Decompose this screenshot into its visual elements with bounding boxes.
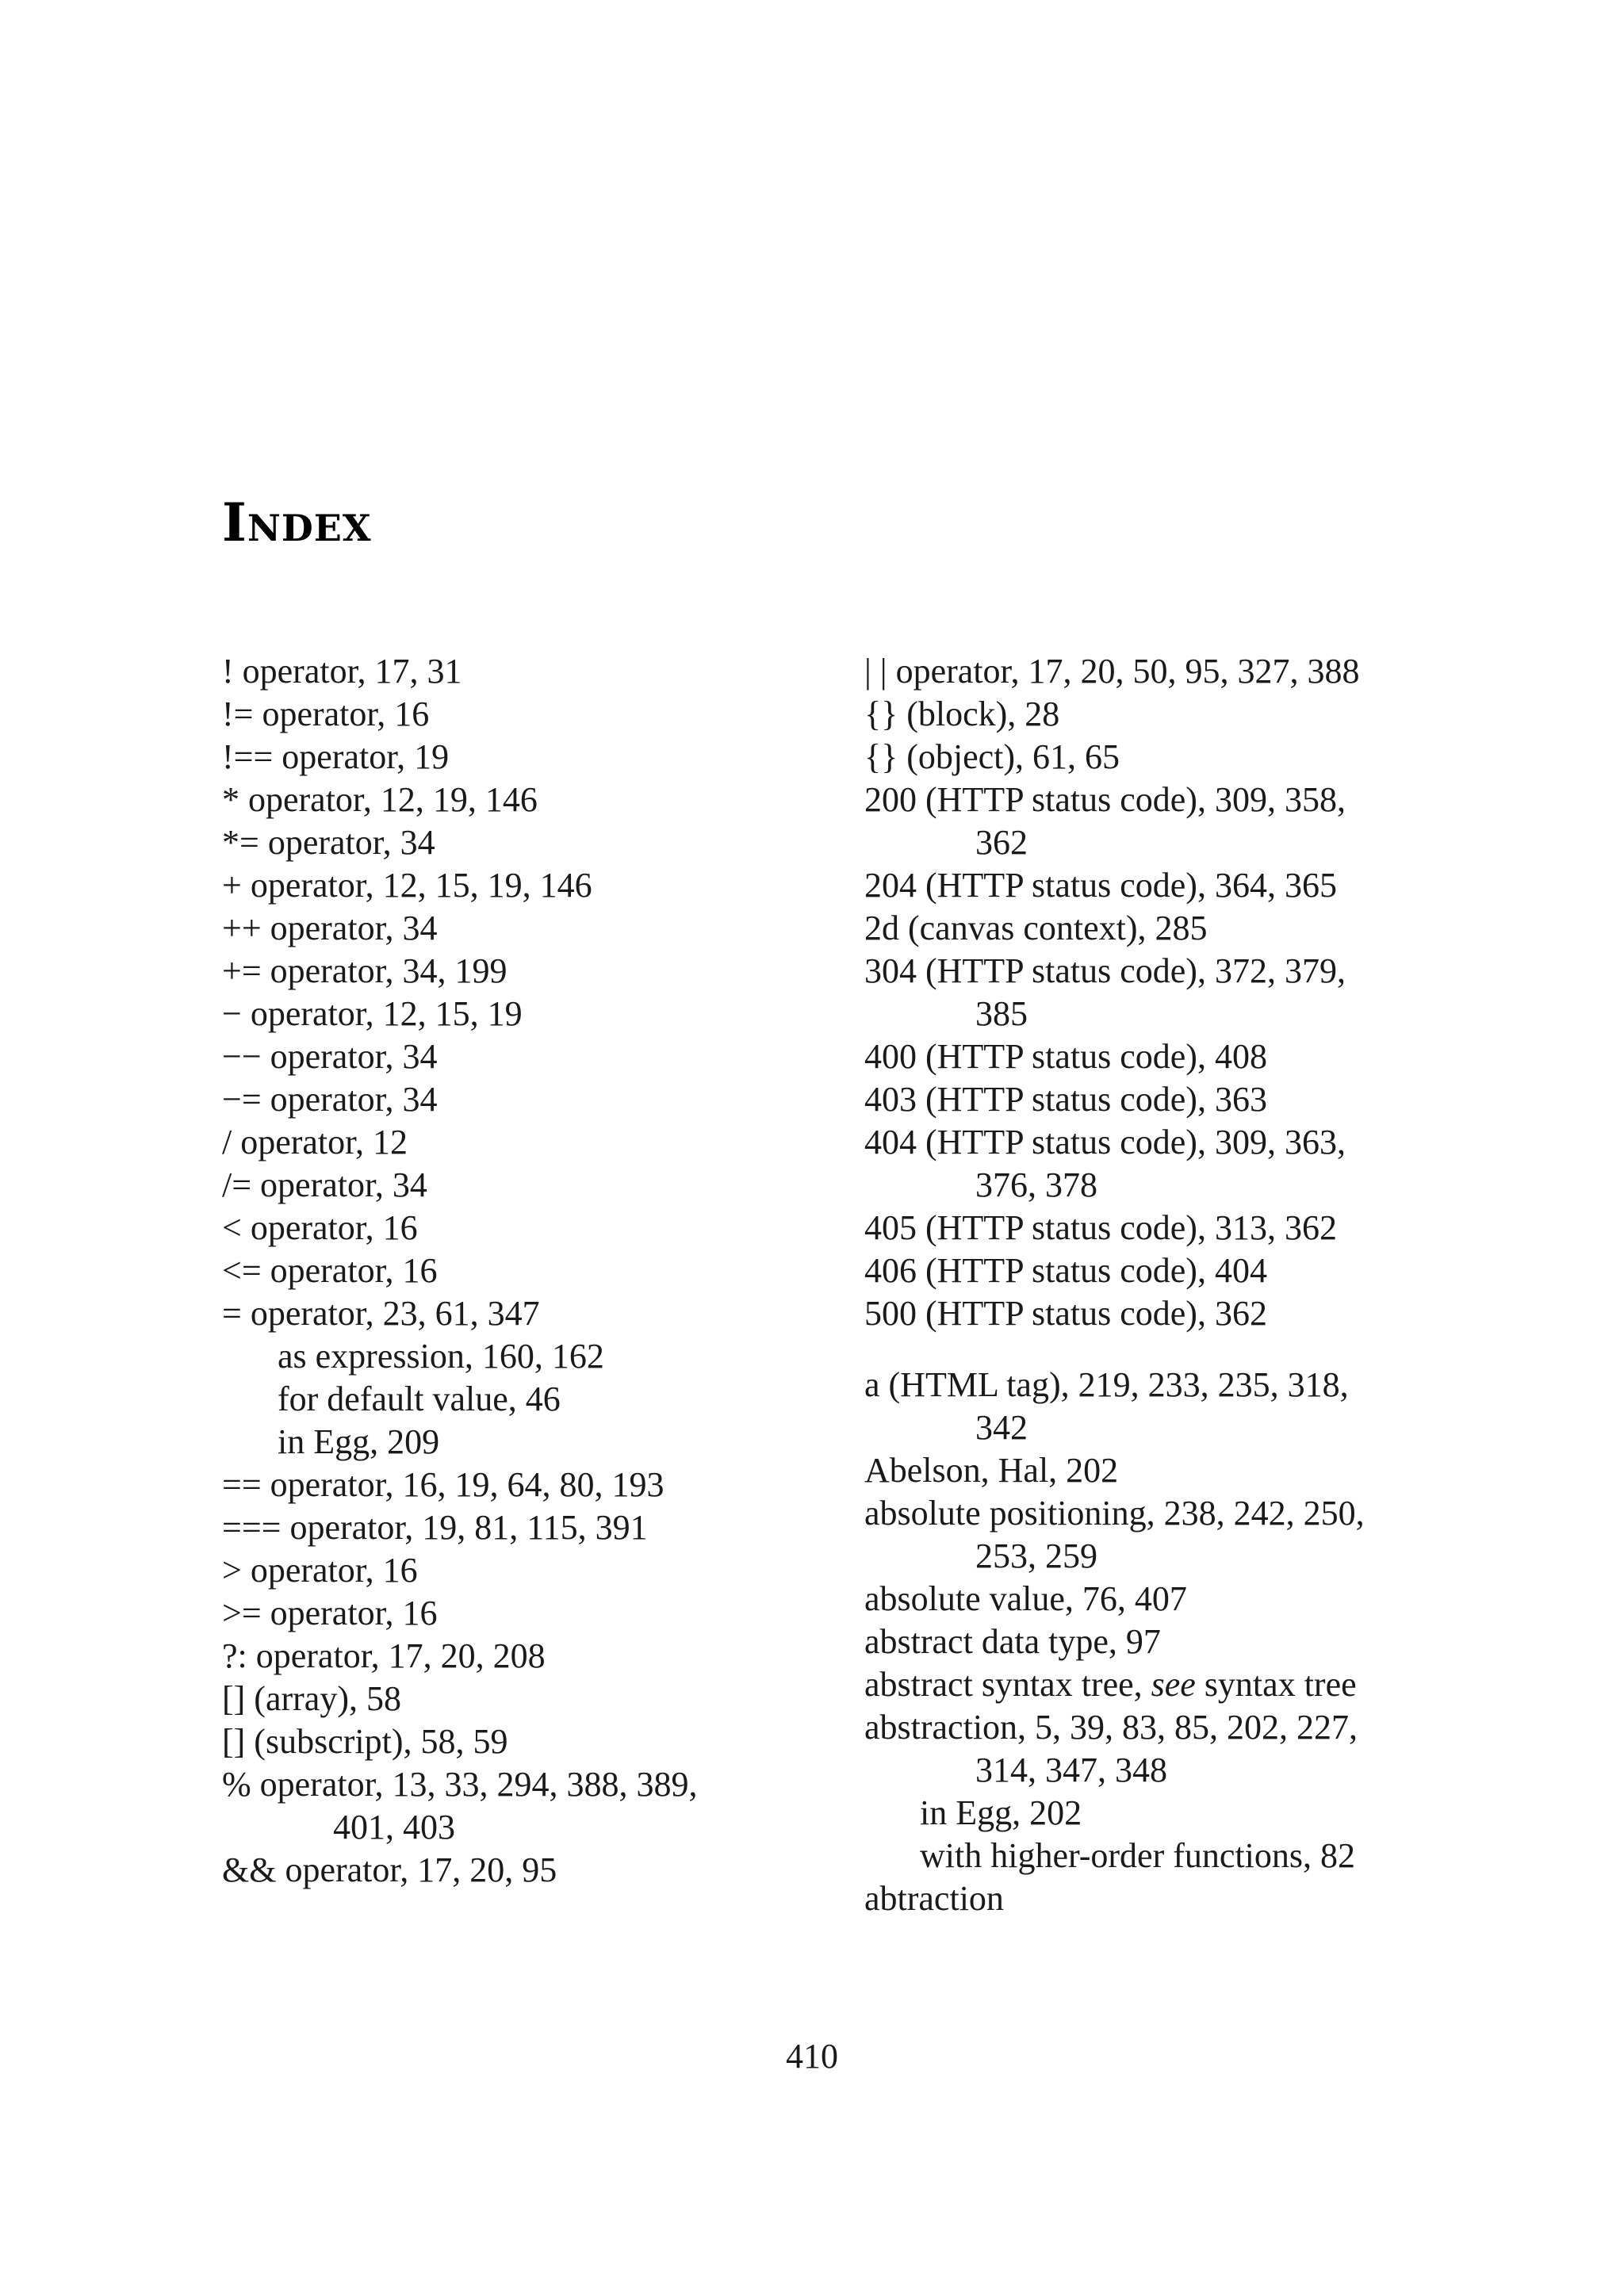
index-entry-text: == operator, 16, 19, 64, 80, 193	[222, 1465, 665, 1504]
index-entry-text: === operator, 19, 81, 115, 391	[222, 1508, 648, 1547]
index-entry-continuation	[864, 1535, 1419, 1578]
index-entry-continuation	[864, 1406, 1419, 1449]
index-entry-continuation	[864, 993, 1419, 1035]
index-entry-text: ++ operator, 34	[222, 909, 438, 947]
index-entry-text: absolute value, 76, 407	[864, 1579, 1187, 1618]
index-entry-text: 385	[975, 994, 1028, 1033]
index-column-right	[864, 650, 1419, 1920]
index-entry	[222, 1849, 777, 1892]
index-entry	[222, 1249, 777, 1292]
index-entry-text: 403 (HTTP status code), 363	[864, 1080, 1267, 1119]
index-entry	[222, 950, 777, 993]
index-entry	[864, 907, 1419, 950]
index-entry-text: * operator, 12, 19, 146	[222, 780, 538, 819]
index-entry	[864, 1207, 1419, 1249]
index-entry	[864, 1078, 1419, 1121]
index-entry-text: abstract data type, 97	[864, 1622, 1161, 1661]
index-entry-text: += operator, 34, 199	[222, 951, 508, 990]
index-entry-text: − operator, 12, 15, 19	[222, 994, 523, 1033]
index-entry	[222, 1506, 777, 1549]
index-entry	[864, 650, 1419, 693]
index-entry-text: + operator, 12, 15, 19, 146	[222, 866, 592, 905]
index-entry-text: in Egg, 209	[278, 1422, 440, 1461]
index-entry	[864, 693, 1419, 736]
index-entry	[222, 907, 777, 950]
page-title: Index	[222, 492, 372, 553]
index-entry	[222, 736, 777, 779]
index-entry	[222, 1678, 777, 1720]
index-entry	[222, 1035, 777, 1078]
index-entry-text: | | operator, 17, 20, 50, 95, 327, 388	[864, 652, 1360, 691]
index-entry-text: < operator, 16	[222, 1208, 418, 1247]
index-entry-text: 406 (HTTP status code), 404	[864, 1251, 1267, 1290]
index-entry	[222, 1635, 777, 1678]
index-entry	[864, 1292, 1419, 1335]
index-entry-text: !== operator, 19	[222, 737, 450, 776]
index-entry	[222, 1078, 777, 1121]
index-entry-text: 500 (HTTP status code), 362	[864, 1294, 1267, 1333]
index-entry-text: abstract syntax tree,	[864, 1665, 1151, 1704]
index-entry	[864, 864, 1419, 907]
index-column-left	[222, 650, 777, 1892]
index-entry-continuation	[864, 1164, 1419, 1207]
index-entry	[864, 1364, 1419, 1406]
index-entry	[222, 693, 777, 736]
index-entry	[222, 1592, 777, 1635]
index-entry-text: > operator, 16	[222, 1551, 418, 1590]
index-entry	[864, 1578, 1419, 1621]
index-entry	[864, 736, 1419, 779]
index-entry-text: [] (subscript), 58, 59	[222, 1722, 508, 1761]
index-entry-text: 314, 347, 348	[975, 1751, 1167, 1789]
index-entry-text: % operator, 13, 33, 294, 388, 389,	[222, 1765, 698, 1804]
index-entry-text: {} (object), 61, 65	[864, 737, 1120, 776]
index-entry-text: [] (array), 58	[222, 1679, 401, 1718]
index-entry-text: Abelson, Hal, 202	[864, 1451, 1119, 1490]
index-subentry	[222, 1335, 777, 1378]
index-entry-text: 200 (HTTP status code), 309, 358,	[864, 780, 1346, 819]
index-entry-text: && operator, 17, 20, 95	[222, 1850, 557, 1889]
index-entry	[864, 1877, 1419, 1920]
index-entry	[222, 1121, 777, 1164]
index-entry	[864, 1035, 1419, 1078]
index-entry-text: −− operator, 34	[222, 1037, 438, 1076]
index-entry-text: {} (block), 28	[864, 695, 1060, 733]
index-entry	[864, 1249, 1419, 1292]
index-entry-text: abstraction, 5, 39, 83, 85, 202, 227,	[864, 1708, 1358, 1747]
index-entry-text: in Egg, 202	[920, 1793, 1082, 1832]
page-number: 410	[786, 2037, 838, 2076]
index-entry-text: 405 (HTTP status code), 313, 362	[864, 1208, 1337, 1247]
index-entry-text: 400 (HTTP status code), 408	[864, 1037, 1267, 1076]
index-entry-text: >= operator, 16	[222, 1594, 438, 1632]
index-entry-text: −= operator, 34	[222, 1080, 438, 1119]
index-entry-text: with higher-order functions, 82	[920, 1836, 1355, 1875]
see-reference: see	[1151, 1665, 1196, 1704]
index-entry	[222, 821, 777, 864]
index-subentry	[864, 1835, 1419, 1877]
index-entry-text: /= operator, 34	[222, 1165, 427, 1204]
index-entry	[864, 1663, 1419, 1706]
index-entry	[222, 779, 777, 821]
index-entry	[222, 1549, 777, 1592]
index-entry-text: 342	[975, 1408, 1028, 1447]
index-entry	[222, 1292, 777, 1335]
index-entry	[864, 1492, 1419, 1535]
index-entry-continuation	[222, 1806, 777, 1849]
index-entry-text: ?: operator, 17, 20, 208	[222, 1636, 546, 1675]
index-entry	[864, 1121, 1419, 1164]
index-entry	[864, 1449, 1419, 1492]
index-subentry	[222, 1378, 777, 1421]
index-entry	[222, 1720, 777, 1763]
index-entry	[222, 1763, 777, 1806]
index-entry-text: abtraction	[864, 1879, 1004, 1918]
index-entry-text: 204 (HTTP status code), 364, 365	[864, 866, 1337, 905]
index-entry-text: a (HTML tag), 219, 233, 235, 318,	[864, 1365, 1349, 1404]
see-target: syntax tree	[1195, 1665, 1357, 1704]
index-entry-text: ! operator, 17, 31	[222, 652, 462, 691]
index-subentry	[222, 1421, 777, 1464]
index-entry	[222, 993, 777, 1035]
index-entry-text: 304 (HTTP status code), 372, 379,	[864, 951, 1346, 990]
index-entry-continuation	[864, 821, 1419, 864]
index-entry-continuation	[864, 1749, 1419, 1792]
index-entry-text: 2d (canvas context), 285	[864, 909, 1208, 947]
index-entry-text: / operator, 12	[222, 1123, 408, 1161]
index-entry	[864, 950, 1419, 993]
index-entry-text: != operator, 16	[222, 695, 430, 733]
index-entry	[864, 1706, 1419, 1749]
index-entry	[222, 864, 777, 907]
index-entry	[222, 1164, 777, 1207]
index-entry-text: 253, 259	[975, 1536, 1097, 1575]
index-subentry	[864, 1792, 1419, 1835]
index-entry-text: absolute positioning, 238, 242, 250,	[864, 1494, 1365, 1533]
index-entry-text: = operator, 23, 61, 347	[222, 1294, 540, 1333]
index-entry-text: for default value, 46	[278, 1380, 561, 1418]
index-entry-text: <= operator, 16	[222, 1251, 438, 1290]
index-entry	[222, 1464, 777, 1506]
index-entry-text: 401, 403	[333, 1808, 455, 1846]
index-entry	[222, 1207, 777, 1249]
index-entry-text: 362	[975, 823, 1028, 862]
index-entry-text: 376, 378	[975, 1165, 1097, 1204]
index-entry	[222, 650, 777, 693]
index-entry	[864, 1621, 1419, 1663]
index-entry-text: 404 (HTTP status code), 309, 363,	[864, 1123, 1346, 1161]
index-entry-text: *= operator, 34	[222, 823, 435, 862]
index-entry-text: as expression, 160, 162	[278, 1337, 604, 1376]
index-entry	[864, 779, 1419, 821]
